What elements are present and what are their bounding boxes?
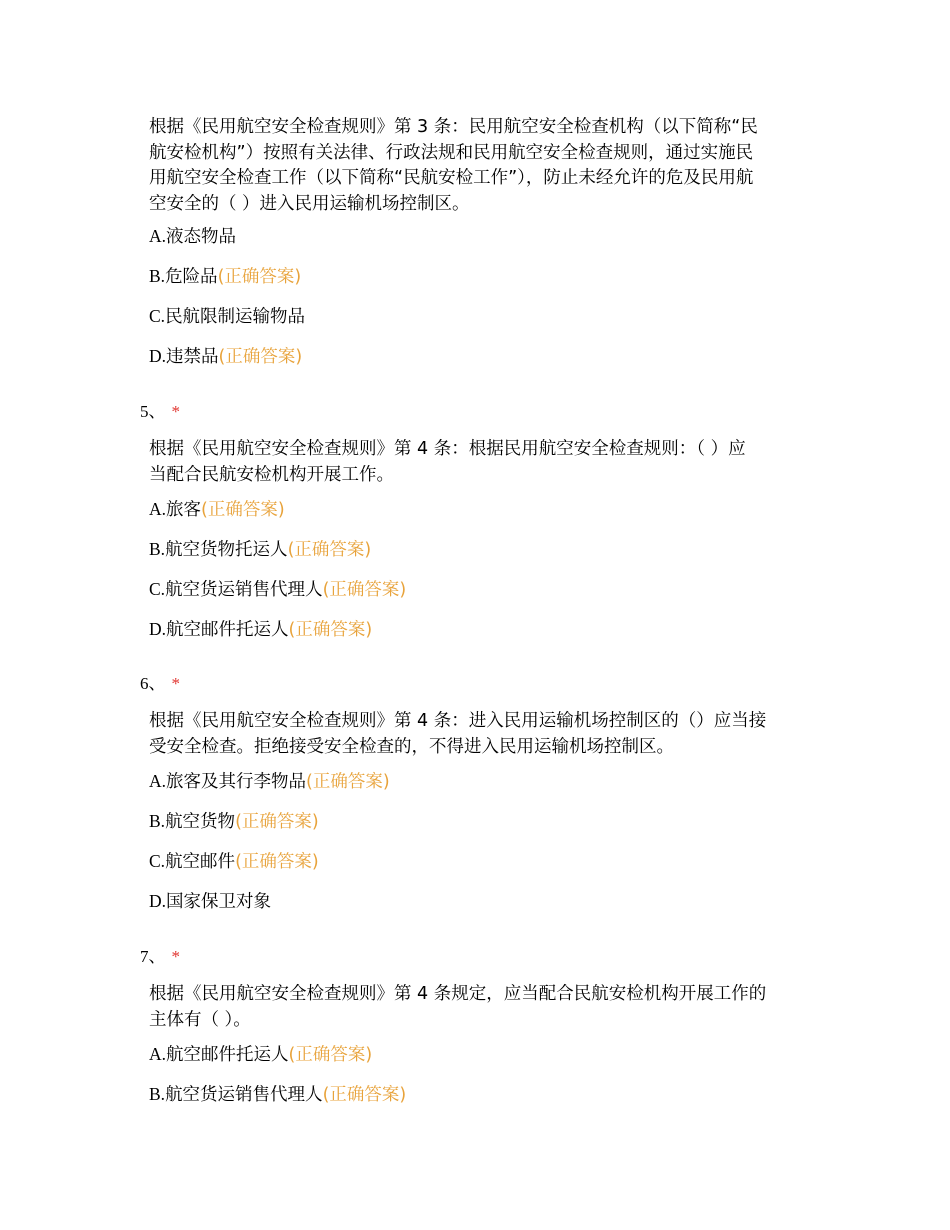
correct-answer-label: (正确答案) — [288, 620, 373, 640]
question-number: 6、 — [140, 674, 166, 693]
question-number: 5、 — [140, 402, 166, 421]
correct-answer-label: (正确答案) — [288, 1045, 373, 1065]
correct-answer-label: (正确答案) — [201, 500, 285, 520]
correct-answer-label: (正确答案) — [235, 812, 319, 832]
question-text-line: 根据《民用航空安全检查规则》第 4 条：进入民用运输机场控制区的（）应当接 — [149, 711, 767, 731]
correct-answer-label: (正确答案) — [235, 852, 319, 872]
option-text: 旅客及其行李物品 — [166, 772, 307, 792]
option-text: 航空货运销售代理人 — [165, 580, 323, 600]
correct-answer-label: (正确答案) — [217, 267, 302, 287]
required-star: * — [171, 674, 180, 693]
question-text — [149, 115, 809, 217]
correct-answer-label: (正确答案) — [287, 540, 372, 560]
option-b[interactable] — [149, 537, 371, 562]
option-a[interactable] — [149, 497, 285, 522]
option-letter: A. — [149, 771, 167, 791]
question-text-line: 根据《民用航空安全检查规则》第 4 条规定，应当配合民航安检机构开展工作的 — [149, 984, 767, 1004]
option-letter: D. — [149, 619, 167, 639]
question-header — [140, 400, 180, 424]
option-letter: A. — [149, 499, 167, 519]
question-text — [149, 437, 809, 488]
option-a[interactable] — [149, 1042, 372, 1067]
option-text: 危险品 — [165, 267, 218, 287]
option-c[interactable] — [149, 849, 319, 874]
option-d[interactable] — [149, 617, 372, 642]
option-text: 民航限制运输物品 — [165, 307, 306, 327]
correct-answer-label: (正确答案) — [322, 1085, 407, 1105]
option-text: 液态物品 — [166, 227, 237, 247]
option-letter: A. — [149, 226, 167, 246]
question-number: 7、 — [140, 947, 166, 966]
question-text-line: 根据《民用航空安全检查规则》第 3 条：民用航空安全检查机构（以下简称“民 — [149, 117, 758, 137]
option-c[interactable] — [149, 577, 406, 602]
option-text: 旅客 — [166, 500, 202, 520]
required-star: * — [171, 947, 180, 966]
question-text — [149, 982, 809, 1033]
question-text-line: 航安检机构”）按照有关法律、行政法规和民用航空安全检查规则，通过实施民 — [149, 142, 754, 163]
option-b[interactable] — [149, 809, 319, 834]
option-text: 航空货运销售代理人 — [165, 1085, 323, 1105]
option-letter: C. — [149, 579, 166, 599]
option-a[interactable] — [149, 224, 236, 249]
option-b[interactable] — [149, 1082, 406, 1107]
correct-answer-label: (正确答案) — [322, 580, 407, 600]
option-letter: A. — [149, 1044, 167, 1064]
question-text-line: 主体有（ ）。 — [149, 1009, 251, 1030]
question-text-line: 空安全的（ ）进入民用运输机场控制区。 — [149, 193, 470, 214]
option-text: 航空货物托运人 — [165, 540, 288, 560]
question-text-line: 根据《民用航空安全检查规则》第 4 条：根据民用航空安全检查规则：（ ）应 — [149, 439, 746, 459]
option-letter: D. — [149, 346, 167, 366]
option-text: 违禁品 — [166, 347, 219, 367]
option-text: 航空货物 — [165, 812, 236, 832]
question-header — [140, 672, 180, 696]
option-letter: C. — [149, 851, 166, 871]
option-text: 航空邮件托运人 — [166, 1045, 289, 1065]
correct-answer-label: (正确答案) — [218, 347, 303, 367]
option-letter: C. — [149, 306, 166, 326]
option-letter: B. — [149, 539, 166, 559]
option-text: 航空邮件托运人 — [166, 620, 289, 640]
option-letter: D. — [149, 891, 167, 911]
question-text-line: 受安全检查。拒绝接受安全检查的，不得进入民用运输机场控制区。 — [149, 736, 674, 757]
option-letter: B. — [149, 811, 166, 831]
question-text-line: 用航空安全检查工作（以下简称“民航安检工作”），防止未经允许的危及民用航 — [149, 168, 754, 188]
option-b[interactable] — [149, 264, 301, 289]
required-star: * — [171, 402, 180, 421]
question-text-line: 当配合民航安检机构开展工作。 — [149, 464, 394, 485]
option-c[interactable] — [149, 304, 305, 329]
option-text: 航空邮件 — [165, 852, 236, 872]
question-text — [149, 709, 809, 760]
question-header — [140, 945, 180, 969]
option-letter: B. — [149, 1084, 166, 1104]
correct-answer-label: (正确答案) — [306, 772, 390, 792]
option-text: 国家保卫对象 — [166, 892, 272, 912]
option-letter: B. — [149, 266, 166, 286]
option-d[interactable] — [149, 889, 271, 914]
option-a[interactable] — [149, 769, 390, 794]
option-d[interactable] — [149, 344, 302, 369]
